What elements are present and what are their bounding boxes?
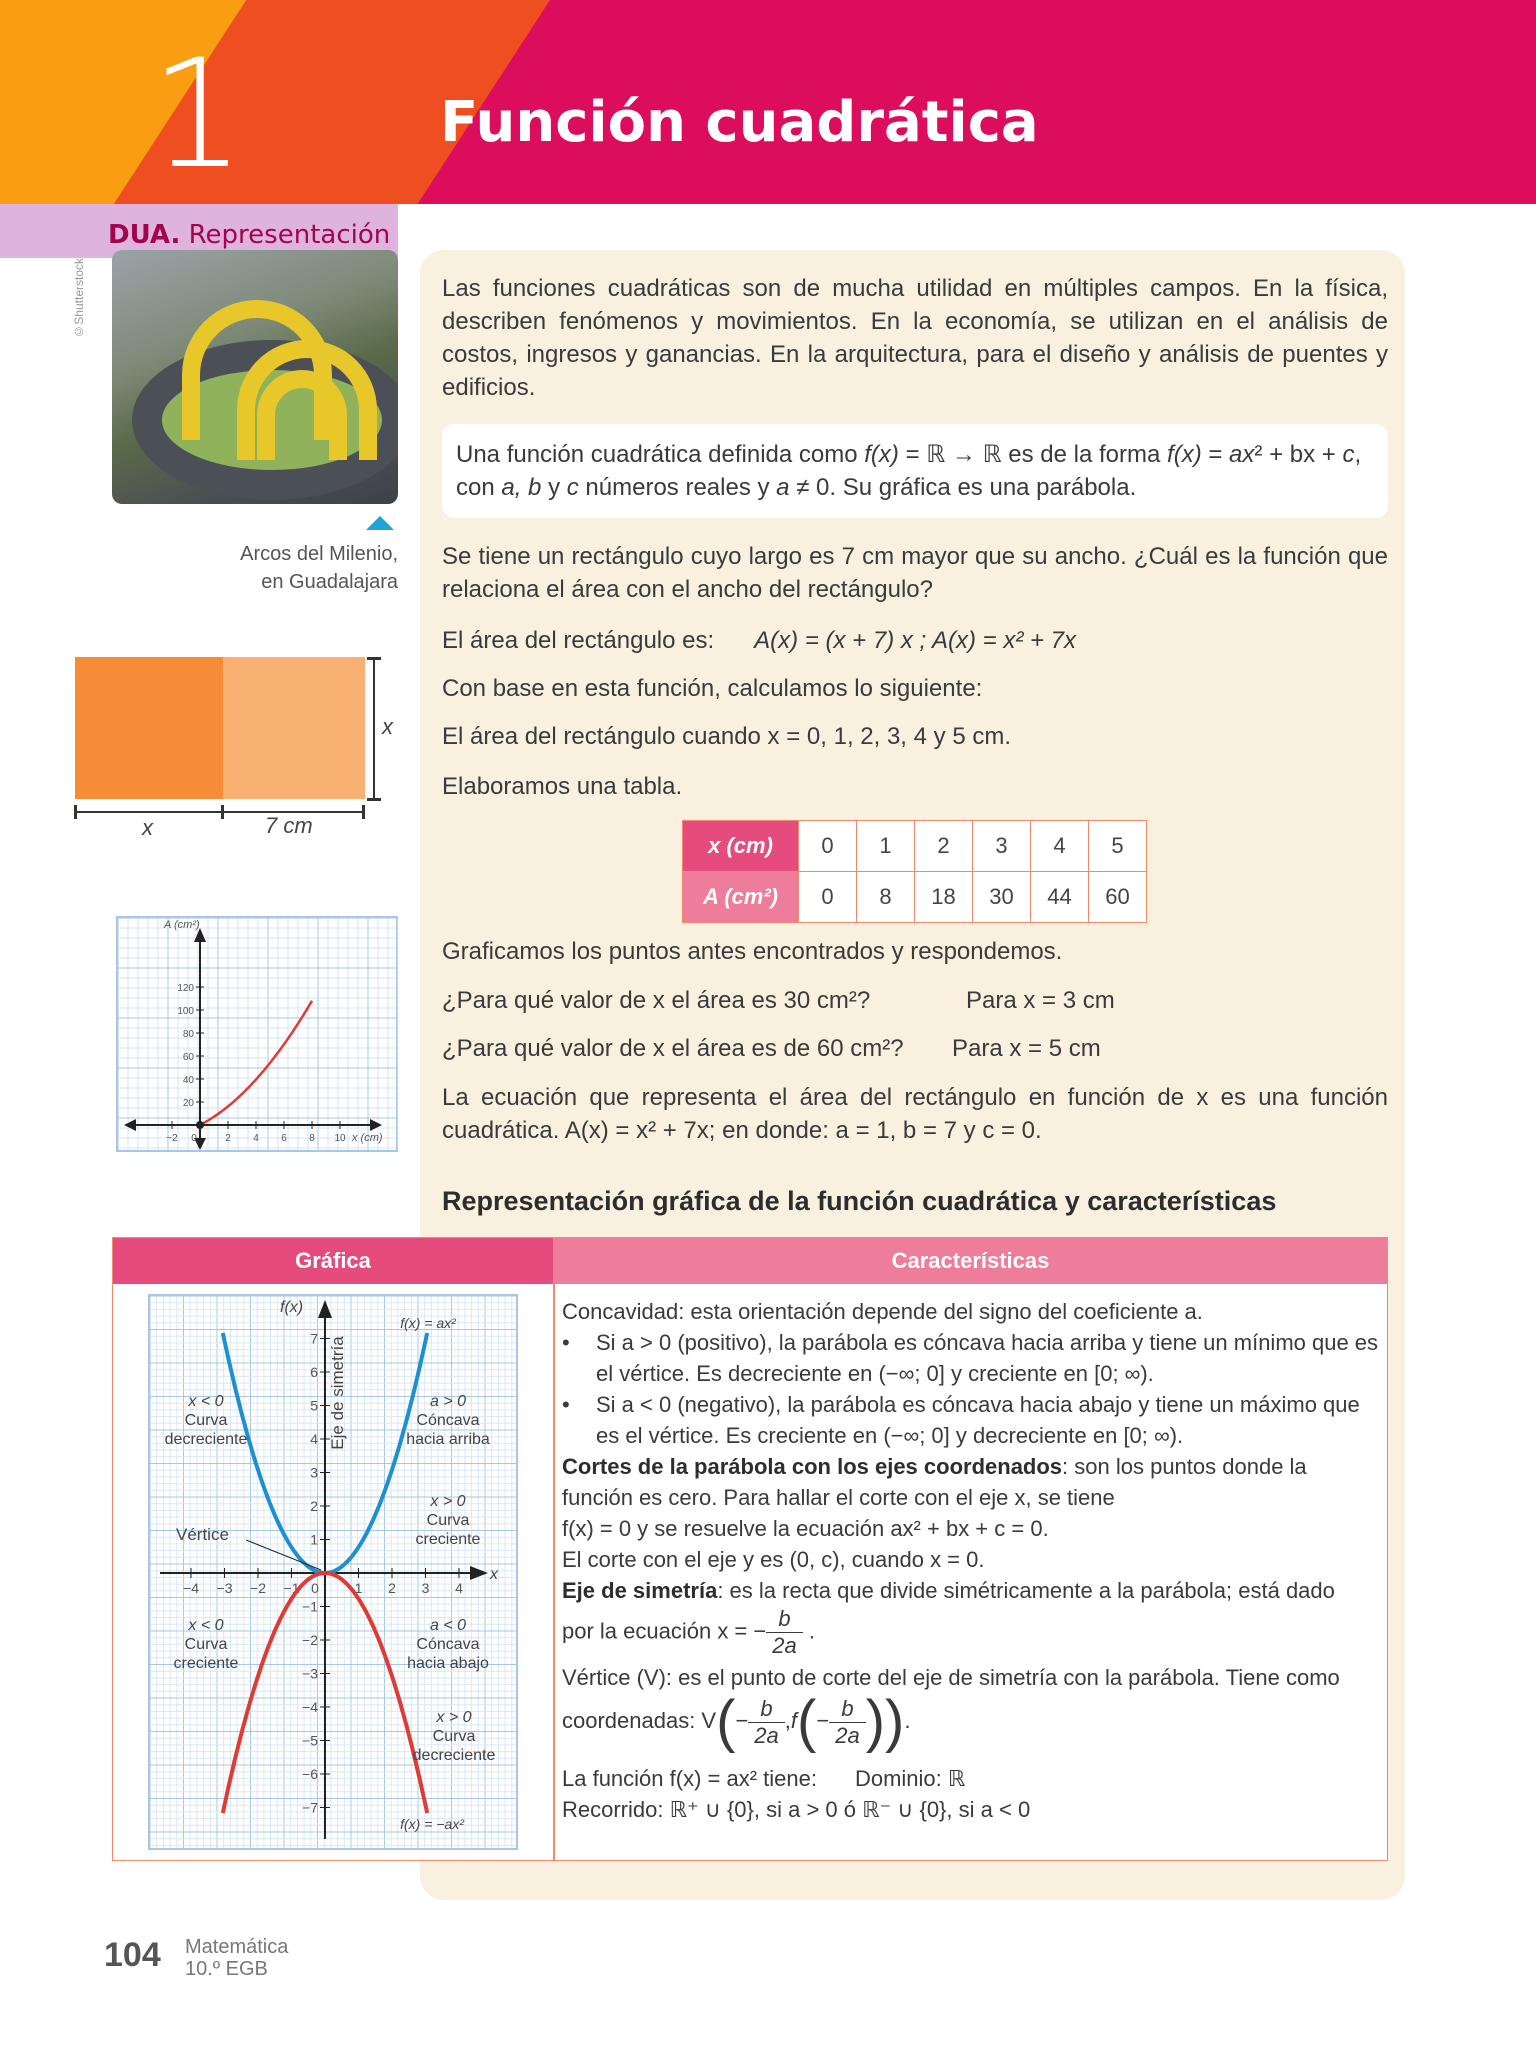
- x-tick-label: 2: [388, 1580, 396, 1596]
- cuts-title: Cortes de la parábola con los ejes coordenados: [562, 1454, 1063, 1479]
- x-tick-label: −4: [183, 1580, 199, 1596]
- note-lower-left: creciente: [173, 1655, 239, 1672]
- dua-title: [108, 220, 390, 250]
- paren: (: [797, 1689, 817, 1754]
- calc-intro: Con base en esta función, calculamos lo siguiente:: [442, 675, 983, 702]
- def-math: a: [776, 474, 790, 501]
- height-label: x: [382, 714, 393, 739]
- x-tick-label: −2: [166, 1133, 178, 1144]
- y-tick-label: −4: [302, 1699, 318, 1715]
- x-axis-label: x: [490, 1566, 498, 1583]
- area-function-graph: [116, 916, 398, 1152]
- area-values-table: [682, 820, 1147, 923]
- cuts-equation: f(x) = 0 y se resuelve la ecuación ax² + bx + c = 0.: [562, 1516, 1049, 1541]
- axis-title: Eje de simetría: [562, 1578, 718, 1603]
- photo-caption: [150, 540, 398, 596]
- axis-paragraph: [562, 1575, 1382, 1606]
- caption-marker-icon: [366, 516, 394, 530]
- section-title: Representación gráfica de la función cuadrática y características: [442, 1186, 1277, 1216]
- table-cell: 44: [1031, 872, 1089, 923]
- chapter-number: 1: [150, 28, 246, 202]
- note-lower-left: x < 0: [188, 1617, 224, 1634]
- table-cell: 18: [915, 872, 973, 923]
- table-row: [683, 821, 1147, 872]
- vertex-coordinates: coordenadas: V(− $\frac{b}{2a}$ ,f(− $\frac{b}{2a}$ )).: [562, 1689, 911, 1754]
- table-cell: 1: [857, 821, 915, 872]
- arcos-del-milenio-photo: [112, 250, 398, 504]
- table-cell: 60: [1089, 872, 1147, 923]
- row-header-x: x (cm): [683, 821, 799, 872]
- table-cell: 3: [973, 821, 1031, 872]
- note-lower-right: Cóncava: [416, 1636, 480, 1653]
- grade-label: 10.º EGB: [185, 1958, 268, 1980]
- base-right-label: 7 cm: [265, 813, 313, 838]
- table-cell: 4: [1031, 821, 1089, 872]
- x-tick-label: 0: [191, 1133, 197, 1144]
- x-tick-label: 0: [311, 1580, 319, 1596]
- table-cell: 0: [799, 872, 857, 923]
- symmetry-axis-label: Eje de simetría: [328, 1336, 347, 1450]
- cuts-y-axis: El corte con el eje y es (0, c), cuando x = 0.: [562, 1547, 985, 1572]
- note-lower-right: a < 0: [429, 1617, 467, 1634]
- y-tick-label: 6: [310, 1364, 318, 1380]
- y-axis-label: f(x): [280, 1299, 304, 1316]
- note-upper-left: decreciente: [164, 1431, 248, 1448]
- bullet-negative-a: • Si a < 0 (negativo), la parábola es cóncava hacia abajo y tiene un máximo que es el vértice. Es creciente en (−∞; 0] y decreciente en [0; ∞).: [562, 1389, 1382, 1451]
- y-tick-label: 120: [177, 983, 194, 994]
- fraction: [766, 1606, 802, 1659]
- upward-curve-label: f(x) = ax²: [400, 1315, 456, 1331]
- fraction-numerator: b: [748, 1696, 784, 1723]
- page-number: 104: [104, 1936, 161, 1974]
- x-tick-label: 2: [225, 1133, 231, 1144]
- fraction: [829, 1696, 865, 1749]
- graph-intro: Graficamos los puntos antes encontrados y respondemos.: [442, 938, 1063, 965]
- definition-line-2: [456, 471, 1374, 504]
- fraction-numerator: b: [829, 1696, 865, 1723]
- def-text: =: [1201, 441, 1230, 468]
- x-tick-label: 3: [421, 1580, 430, 1596]
- y-tick-label: 3: [310, 1464, 318, 1481]
- table-row: [683, 872, 1147, 923]
- height-dimension-line: [373, 658, 375, 800]
- table-intro: Elaboramos una tabla.: [442, 773, 683, 800]
- def-text: = ℝ → ℝ es de la forma: [898, 441, 1168, 468]
- x-tick-label: 10: [334, 1133, 346, 1144]
- definition-box: [442, 424, 1388, 518]
- def-text: ≠ 0. Su gráfica es una parábola.: [789, 474, 1137, 501]
- paren: (: [716, 1689, 736, 1754]
- note-upper-right: hacia arriba: [406, 1431, 490, 1448]
- answer-1: Para x = 3 cm: [966, 987, 1115, 1014]
- table-cell: 0: [799, 821, 857, 872]
- note-upper-right: Cóncava: [416, 1412, 480, 1429]
- question-2: ¿Para qué valor de x el área es de 60 cm²?: [442, 1035, 904, 1062]
- intro-paragraph: Las funciones cuadráticas son de mucha utilidad en múltiples campos. En la física, describen fenómenos y movimientos. En la economía, se utilizan en el análisis de costos, ingresos y ganancias. En la arquitectura, para el diseño y análisis de puentes y edificios.: [442, 275, 1388, 401]
- note-lower-right-2: Curva: [432, 1728, 476, 1745]
- note-lower-right: hacia abajo: [407, 1655, 489, 1672]
- x-tick-label: 1: [354, 1580, 363, 1596]
- table-cell: 2: [915, 821, 973, 872]
- answer-2: Para x = 5 cm: [952, 1035, 1101, 1062]
- fraction-denominator: 2a: [835, 1722, 860, 1748]
- vertex-label: Vértice: [176, 1525, 229, 1544]
- y-tick-label: −3: [302, 1665, 318, 1682]
- y-tick-label: 80: [182, 1029, 194, 1040]
- x-tick-label: 4: [455, 1580, 463, 1596]
- note-lower-left: Curva: [184, 1636, 228, 1653]
- y-tick-label: −1: [302, 1598, 318, 1615]
- y-tick-label: 1: [310, 1531, 318, 1548]
- y-axis-label: A (cm²): [164, 919, 200, 931]
- axis-eq-prefix: por la ecuación x = −: [562, 1618, 767, 1644]
- rectangle-square-part: [75, 657, 223, 799]
- fraction: [748, 1696, 784, 1749]
- note-upper-right: a > 0: [429, 1393, 467, 1410]
- y-tick-label: 100: [177, 1006, 194, 1017]
- def-math: c: [566, 474, 579, 501]
- dimension-tick: [221, 805, 224, 819]
- dua-bold: DUA.: [108, 220, 181, 250]
- fraction-denominator: 2a: [754, 1722, 779, 1748]
- col-header-caracteristicas: Características: [553, 1238, 1387, 1284]
- axis-text: : es la recta que divide simétricamente a la parábola; está dado: [717, 1578, 1335, 1603]
- axis-equation: por la ecuación x = − $\frac{b}{2a}$ .: [562, 1606, 815, 1658]
- table-cell: 5: [1089, 821, 1147, 872]
- y-tick-label: −7: [302, 1799, 318, 1816]
- downward-curve-label: f(x) = −ax²: [400, 1816, 464, 1832]
- table-cell: 30: [973, 872, 1031, 923]
- area-formula: A(x) = (x + 7) x ; A(x) = x² + 7x: [754, 627, 1077, 654]
- caption-line: Arcos del Milenio,: [240, 543, 398, 565]
- y-tick-label: −5: [302, 1732, 318, 1749]
- def-math: c: [1342, 441, 1355, 468]
- y-tick-label: 7: [310, 1330, 318, 1347]
- def-text: ² + bx +: [1254, 441, 1343, 468]
- y-tick-label: −2: [302, 1632, 318, 1648]
- paren: )): [865, 1689, 905, 1754]
- fraction-numerator: b: [766, 1606, 802, 1633]
- base-dimension-line: [75, 811, 365, 813]
- calc-values: El área del rectángulo cuando x = 0, 1, 2, 3, 4 y 5 cm.: [442, 723, 1012, 750]
- graph-frame: [117, 917, 397, 1151]
- cuts-text: : son los puntos donde la función es cero. Para hallar el corte con el eje x, se tiene: [562, 1454, 1307, 1510]
- parabola-graph: [148, 1294, 518, 1850]
- dimension-tick: [74, 805, 77, 819]
- definition-line-1: [456, 438, 1374, 471]
- note-upper-left: x < 0: [188, 1393, 224, 1410]
- col-header-grafica: Gráfica: [113, 1238, 553, 1284]
- y-tick-label: 60: [182, 1052, 194, 1063]
- area-label: El área del rectángulo es:: [442, 627, 715, 654]
- note-upper-right-2: creciente: [415, 1531, 481, 1548]
- fraction-denominator: 2a: [772, 1633, 797, 1658]
- x-tick-label: 6: [281, 1133, 287, 1144]
- def-text: Una función cuadrática definida como: [456, 441, 865, 468]
- note-upper-left: Curva: [184, 1412, 228, 1429]
- vertex-coords-prefix: coordenadas: V: [562, 1707, 717, 1733]
- y-tick-label: 40: [182, 1075, 194, 1086]
- x-axis-label: x (cm): [352, 1132, 383, 1144]
- def-text: números reales y: [578, 474, 777, 501]
- y-tick-label: 2: [310, 1498, 318, 1514]
- chapter-title: Función cuadrática: [440, 90, 1039, 155]
- subject-label: [185, 1936, 288, 1980]
- x-tick-label: −2: [250, 1580, 266, 1596]
- domain-text: La función f(x) = ax² tiene:: [562, 1766, 817, 1791]
- bullet-positive-a: • Si a > 0 (positivo), la parábola es cóncava hacia arriba y tiene un mínimo que es el vértice. Es decreciente en (−∞; 0] y creciente en [0; ∞).: [562, 1327, 1382, 1389]
- def-text: ,: [1354, 441, 1362, 468]
- subject-name: Matemática: [185, 1936, 289, 1958]
- photo-credit: ©Shutterstock: [72, 258, 86, 339]
- def-text: y: [541, 474, 567, 501]
- rectangle-extension-part: [223, 657, 365, 799]
- y-tick-label: 5: [310, 1397, 318, 1414]
- domain-line: [562, 1763, 1382, 1794]
- caption-line: en Guadalajara: [261, 571, 398, 593]
- question-1: ¿Para qué valor de x el área es 30 cm²?: [442, 987, 871, 1014]
- arch-shape: [257, 370, 347, 460]
- dua-rest: Representación: [180, 220, 391, 250]
- table-cell: 8: [857, 872, 915, 923]
- area-line: [442, 624, 1388, 657]
- def-math: a, b: [501, 474, 542, 501]
- vertex-paragraph: Vértice (V): es el punto de corte del eje de simetría con la parábola. Tiene como: [562, 1665, 1340, 1690]
- x-tick-label: −1: [283, 1580, 300, 1596]
- row-header-area: A (cm²): [683, 872, 799, 923]
- note-lower-right-2: x > 0: [436, 1709, 472, 1726]
- x-tick-label: 4: [253, 1133, 259, 1144]
- y-tick-label: −6: [302, 1766, 318, 1782]
- x-tick-label: 8: [309, 1133, 315, 1144]
- y-tick-label: 4: [310, 1431, 318, 1447]
- x-tick-label: −3: [216, 1580, 233, 1596]
- characteristics-text: [562, 1296, 1382, 1825]
- dimension-tick: [362, 805, 365, 819]
- concavity-line: Concavidad: esta orientación depende del signo del coeficiente a.: [562, 1299, 1203, 1324]
- def-math: f(x): [864, 441, 899, 468]
- def-text: con: [456, 474, 502, 501]
- origin-point: [196, 1121, 204, 1129]
- dimension-cap: [367, 657, 381, 660]
- column-divider: [553, 1284, 555, 1860]
- conclusion: La ecuación que representa el área del rectángulo en función de x es una función cuadrática. A(x) = x² + 7x; en donde: a = 1, b = 7 y c = 0.: [442, 1084, 1388, 1144]
- cuts-paragraph: [562, 1451, 1382, 1513]
- y-tick-label: 20: [182, 1098, 194, 1109]
- base-left-label: x: [142, 815, 153, 840]
- range-line: Recorrido: ℝ⁺ ∪ {0}, si a > 0 ó ℝ⁻ ∪ {0}, si a < 0: [562, 1797, 1031, 1822]
- dimension-cap: [367, 798, 381, 801]
- def-math: ax: [1229, 441, 1255, 468]
- def-math: f(x): [1167, 441, 1202, 468]
- problem-statement: Se tiene un rectángulo cuyo largo es 7 cm mayor que su ancho. ¿Cuál es la función que relaciona el área con el ancho del rectángulo?: [442, 543, 1388, 603]
- domain-value: Dominio: ℝ: [854, 1766, 966, 1791]
- note-upper-right-2: Curva: [426, 1512, 470, 1529]
- note-upper-right-2: x > 0: [430, 1493, 466, 1510]
- note-lower-right-2: decreciente: [412, 1747, 496, 1764]
